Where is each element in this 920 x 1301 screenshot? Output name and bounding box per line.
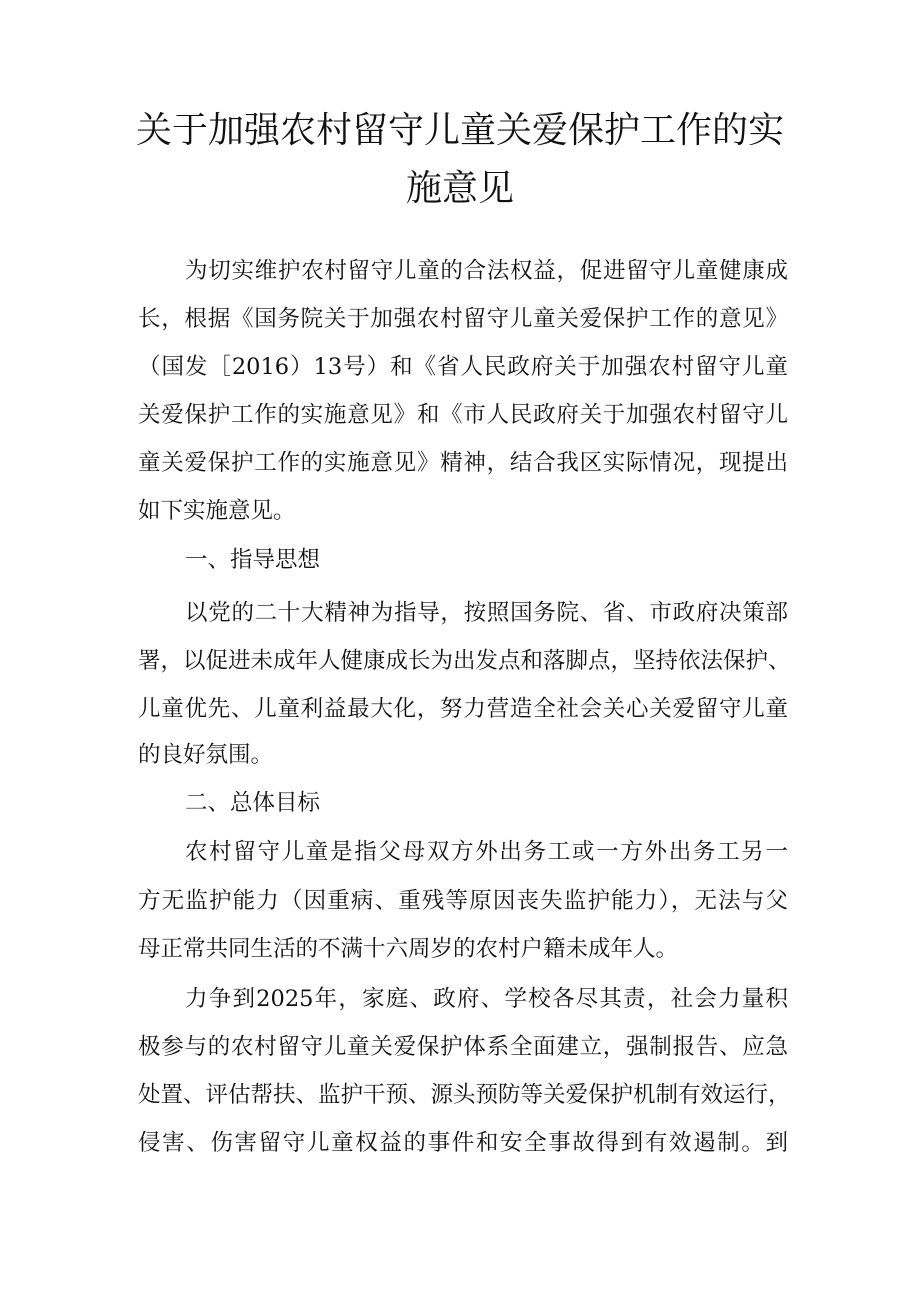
text-line: 侵害、伤害留守儿童权益的事件和安全事故得到有效遏制。到: [138, 1130, 788, 1156]
title-line-2: 施意见: [405, 168, 514, 209]
text-line: 的良好氛围。: [138, 742, 274, 768]
text-line: 处置、评估帮扶、监护干预、源头预防等关爱保护机制有效运行，: [138, 1082, 791, 1108]
text-line: 力争到2025年，家庭、政府、学校各尽其责，社会力量积: [185, 986, 788, 1012]
text-line: 儿童优先、儿童利益最大化，努力营造全社会关心关爱留守儿童: [138, 696, 788, 722]
text-line: 极参与的农村留守儿童关爱保护体系全面建立，强制报告、应急: [138, 1034, 788, 1060]
title-line-1: 关于加强农村留守儿童关爱保护工作的实: [135, 110, 784, 151]
text-line: （国发［2016）13号）和《省人民政府关于加强农村留守儿童: [138, 354, 788, 380]
text-line: 农村留守儿童是指父母双方外出务工或一方外出务工另一: [185, 839, 788, 865]
text-line: 方无监护能力（因重病、重残等原因丧失监护能力），无法与父: [138, 888, 788, 914]
section-heading-overall-goals: 二、总体目标: [185, 790, 321, 816]
text-line: 长，根据《国务院关于加强农村留守儿童关爱保护工作的意见》: [138, 306, 788, 332]
text-line: 为切实维护农村留守儿童的合法权益，促进留守儿童健康成: [185, 258, 788, 284]
text-line: 母正常共同生活的不满十六周岁的农村户籍未成年人。: [138, 936, 679, 962]
text-line: 署，以促进未成年人健康成长为出发点和落脚点，坚持依法保护、: [138, 648, 791, 674]
text-line: 童关爱保护工作的实施意见》精神，结合我区实际情况，现提出: [138, 450, 788, 476]
section-heading-guiding-ideology: 一、指导思想: [185, 547, 321, 573]
text-line: 如下实施意见。: [138, 498, 296, 524]
page-title: [120, 102, 800, 218]
text-line: 以党的二十大精神为指导，按照国务院、省、市政府决策部: [185, 600, 788, 626]
text-line: 关爱保护工作的实施意见》和《市人民政府关于加强农村留守儿: [138, 402, 788, 428]
